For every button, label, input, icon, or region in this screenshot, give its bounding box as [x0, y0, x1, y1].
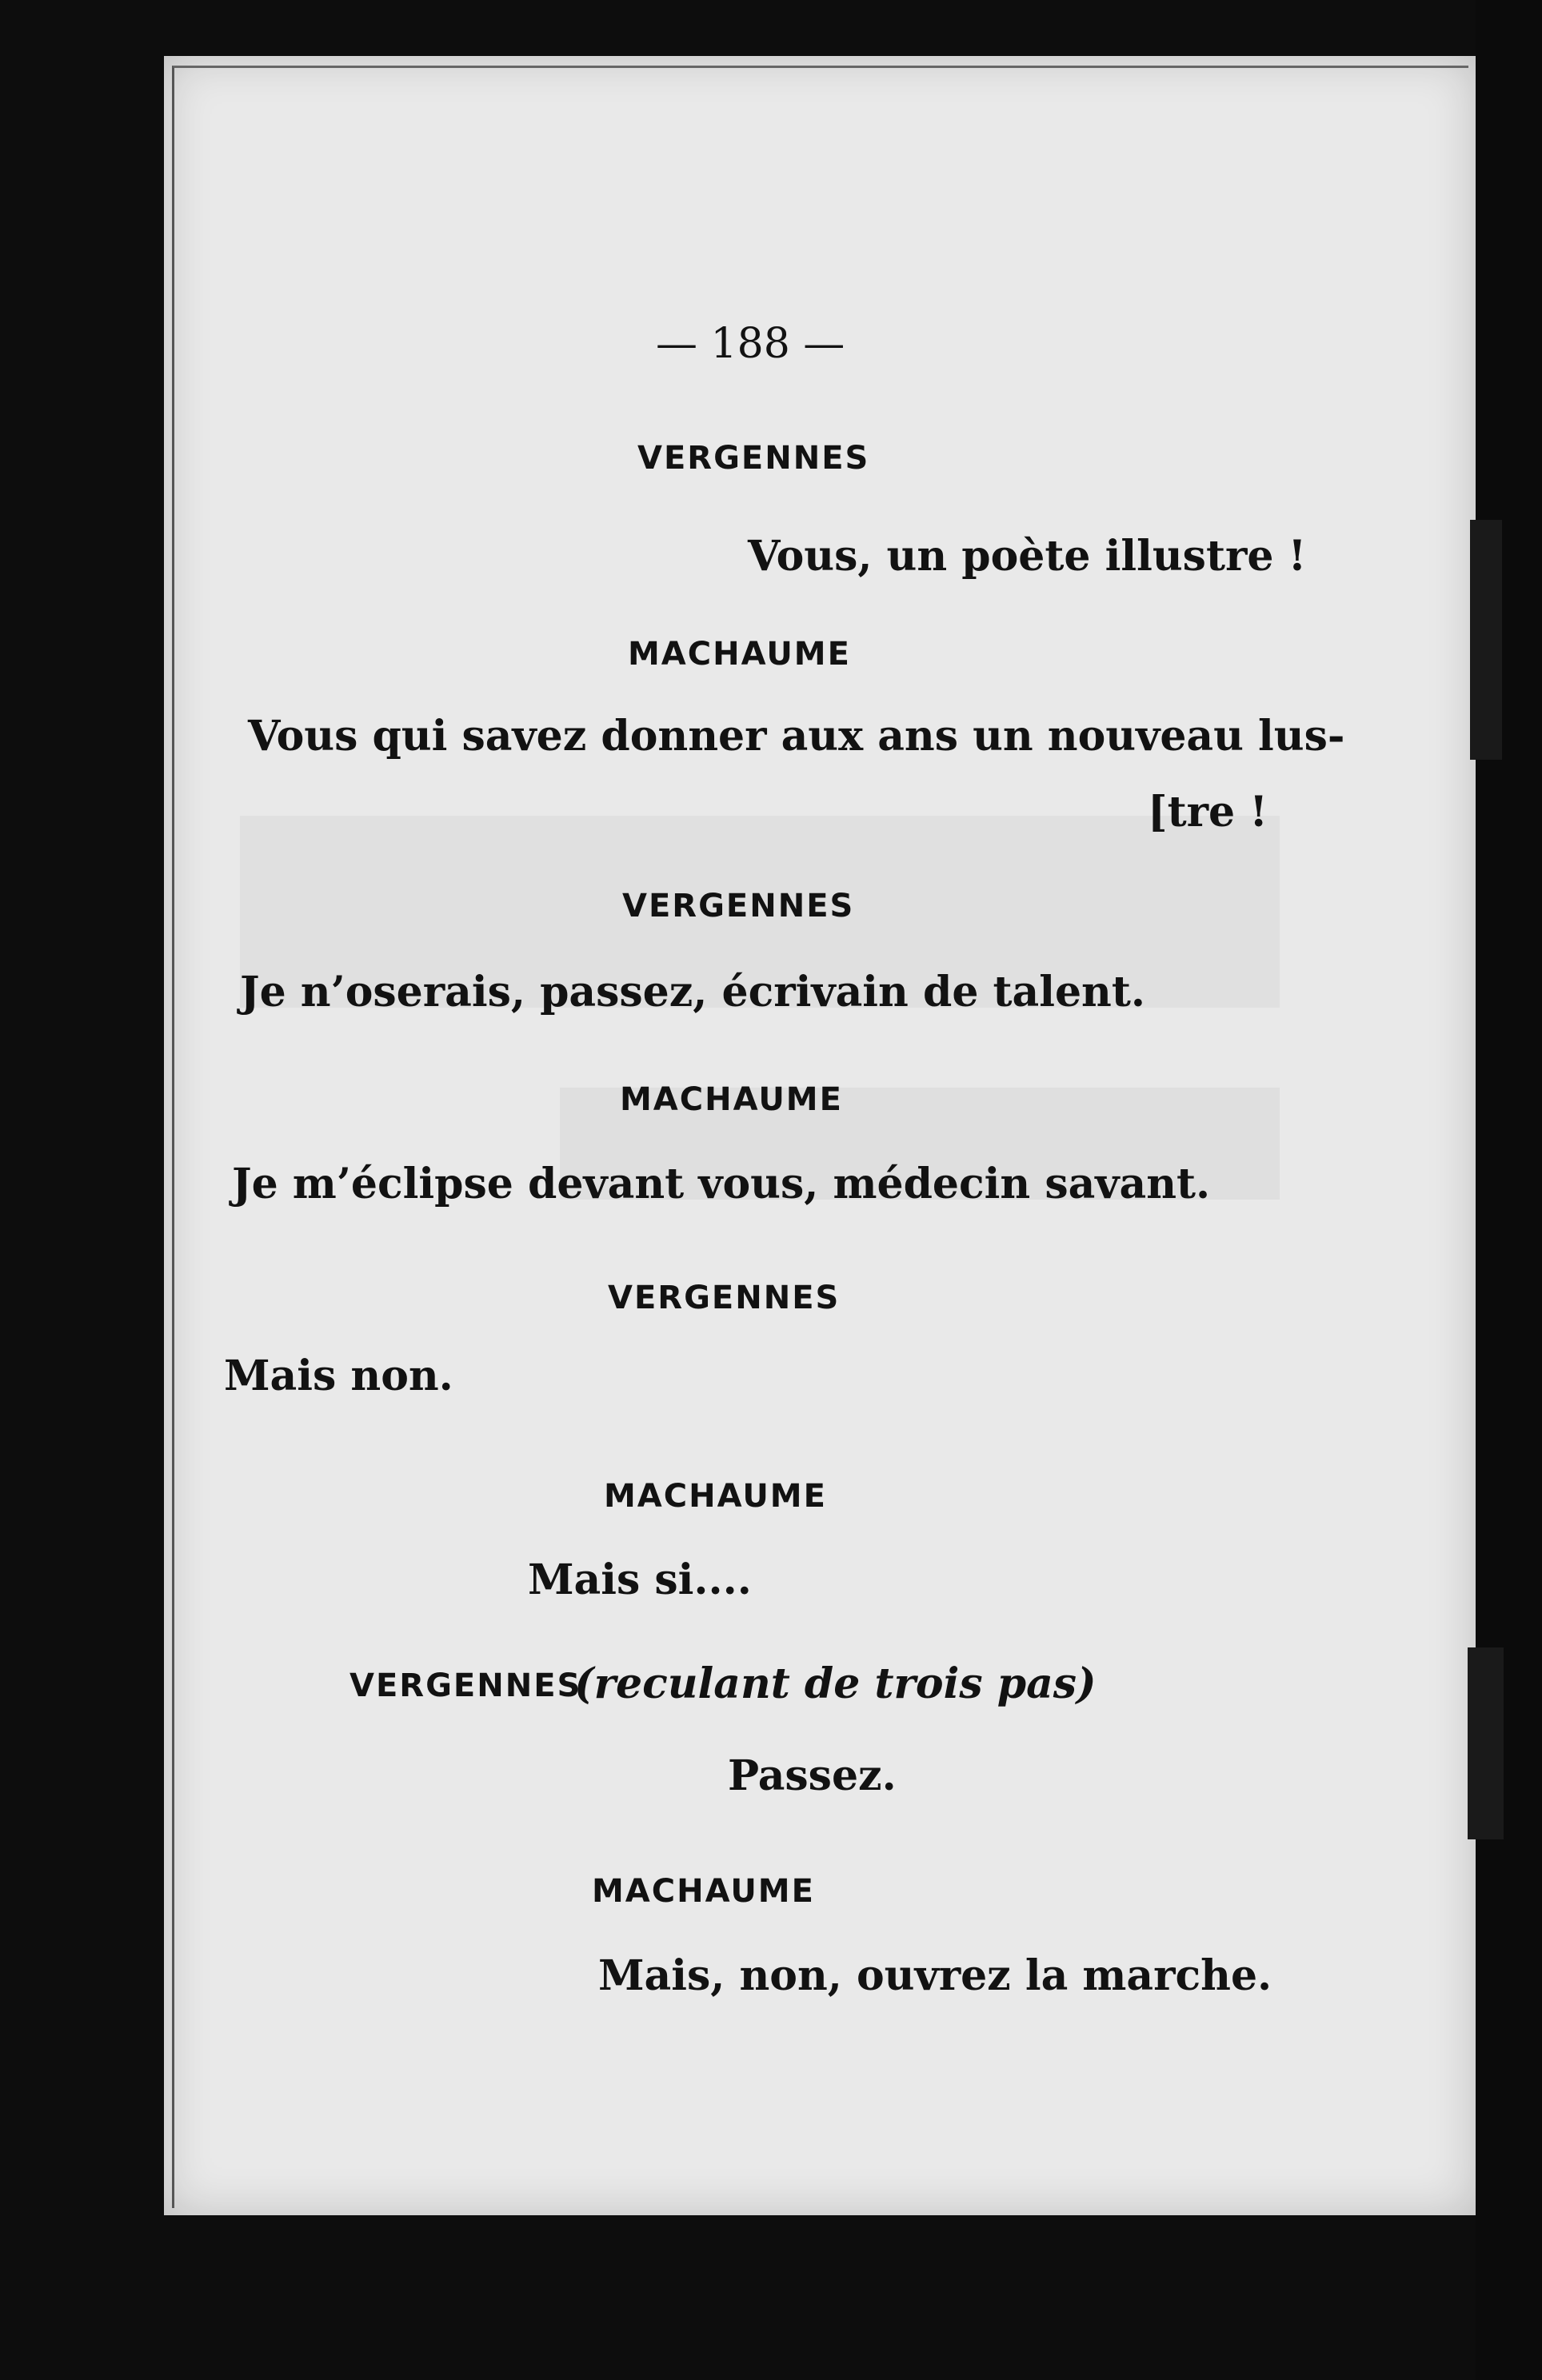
- dialogue-line: Je m’éclipse devant vous, médecin savant.: [232, 1160, 1211, 1208]
- speaker-name: MACHAUME: [592, 1873, 815, 1910]
- dialogue-line: Passez.: [728, 1751, 897, 1800]
- stage-direction: (reculant de trois pas): [574, 1659, 1097, 1708]
- dialogue-line: Mais non.: [224, 1352, 453, 1400]
- speaker-name: MACHAUME: [628, 636, 851, 673]
- dialogue-line: Mais, non, ouvrez la marche.: [598, 1951, 1272, 2000]
- torn-edge-mark: [1468, 1647, 1504, 1839]
- speaker-name: MACHAUME: [620, 1081, 843, 1118]
- speaker-name: MACHAUME: [604, 1478, 827, 1515]
- speaker-name: VERGENNES: [608, 1280, 841, 1316]
- dialogue-line: Vous, un poète illustre !: [748, 532, 1307, 581]
- line-continuation: [tre !: [1148, 788, 1268, 837]
- dialogue-line: Vous qui savez donner aux ans un nouveau lus-: [248, 712, 1345, 761]
- speaker-name: VERGENNES: [637, 440, 870, 477]
- speaker-name: VERGENNES: [622, 888, 855, 924]
- adjacent-page-edge: [1476, 0, 1542, 2380]
- dialogue-line: Mais si....: [528, 1555, 752, 1604]
- dialogue-line: Je n’oserais, passez, écrivain de talent.: [240, 968, 1145, 1016]
- page-number: — 188 —: [656, 320, 845, 368]
- speaker-name: VERGENNES: [350, 1667, 582, 1704]
- torn-edge-mark: [1470, 520, 1502, 760]
